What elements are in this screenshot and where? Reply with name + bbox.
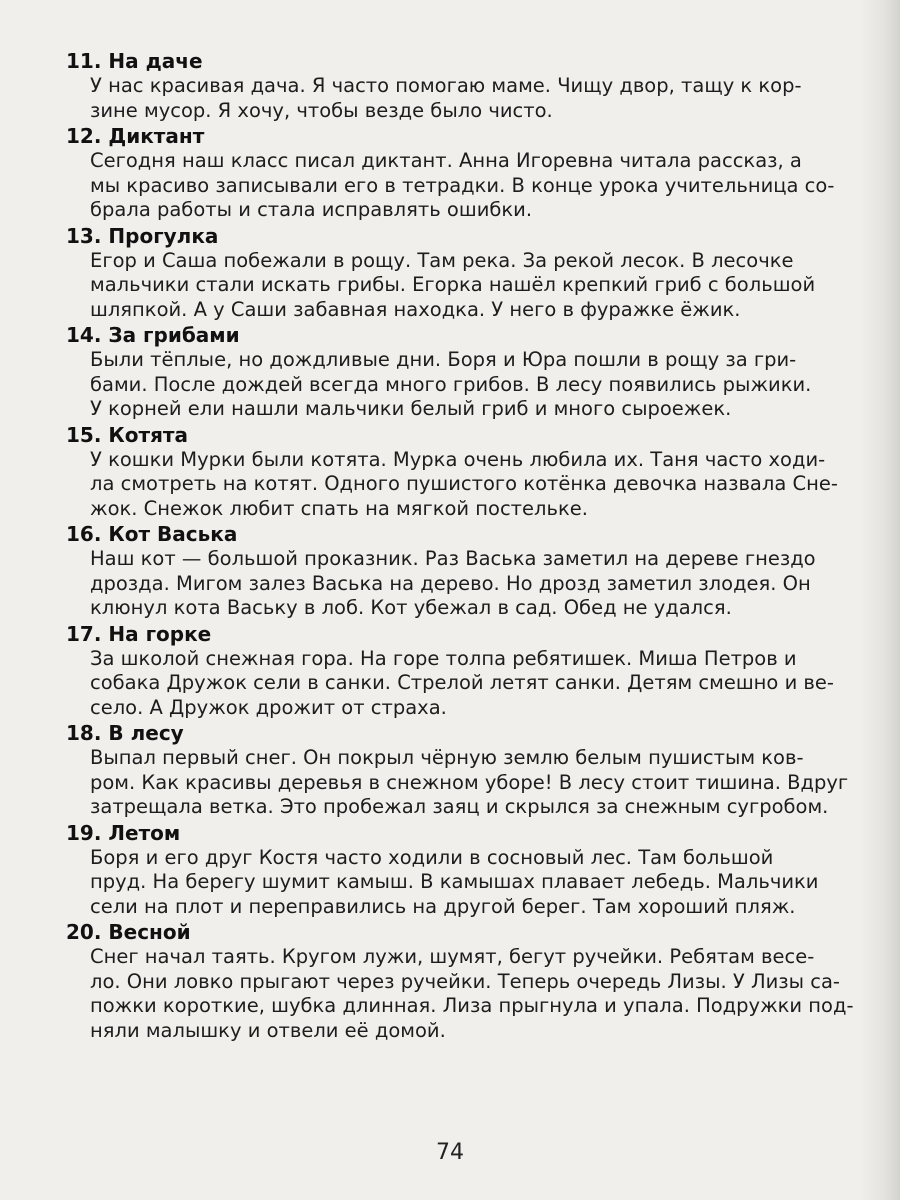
- section-16: [66, 521, 876, 621]
- section-text-line: бами. После дождей всегда много грибов. В лесу появились рыжики.: [90, 372, 812, 396]
- section-title: 16. Кот Васька: [66, 522, 238, 546]
- page-number: 74: [436, 1140, 464, 1165]
- section-15: [66, 422, 876, 522]
- section-text-line: няли малышку и отвели её домой.: [90, 1018, 446, 1042]
- section-text-line: село. А Дружок дрожит от страха.: [90, 695, 447, 719]
- section-text-line: зине мусор. Я хочу, чтобы везде было чисто.: [90, 98, 553, 122]
- section-text-line: собака Дружок сели в санки. Стрелой летят санки. Детям смешно и ве-: [90, 671, 834, 694]
- section-text-line: У корней ели нашли мальчики белый гриб и много сыроежек.: [90, 397, 732, 420]
- section-19: [66, 820, 876, 920]
- section-text-line: Выпал первый снег. Он покрыл чёрную землю белым пушистым ков-: [90, 746, 804, 769]
- dictations-list: [66, 48, 876, 1043]
- section-text-line: Егор и Саша побежали в рощу. Там река. За рекой лесок. В лесочке: [90, 248, 794, 272]
- section-text-line: У нас красивая дача. Я часто помогаю маме. Чищу двор, тащу к кор-: [90, 74, 802, 97]
- section-text-line: ром. Как красивы деревья в снежном уборе! В лесу стоит тишина. Вдруг: [90, 770, 849, 794]
- section-text-line: клюнул кота Ваську в лоб. Кот убежал в сад. Обед не удался.: [90, 596, 732, 619]
- section-11: [66, 48, 876, 123]
- section-text-line: пруд. На берегу шумит камыш. В камышах плавает лебедь. Мальчики: [90, 870, 819, 893]
- section-12: [66, 123, 876, 223]
- section-13: [66, 223, 876, 323]
- section-18: [66, 720, 876, 820]
- section-text-line: пожки короткие, шубка длинная. Лиза прыгнула и упала. Подружки под-: [90, 994, 854, 1017]
- section-text-line: брала работы и стала исправлять ошибки.: [90, 198, 533, 221]
- section-17: [66, 621, 876, 721]
- section-title: 20. Весной: [66, 920, 191, 944]
- section-text-line: ла смотреть на котят. Одного пушистого котёнка девочка назвала Сне-: [90, 472, 838, 495]
- section-14: [66, 322, 876, 422]
- section-title: 11. На даче: [66, 49, 203, 73]
- section-20: [66, 919, 876, 1043]
- section-title: 19. Летом: [66, 820, 181, 845]
- section-text-line: жок. Снежок любит спать на мягкой постельке.: [90, 496, 588, 520]
- section-text-line: затрещала ветка. Это пробежал заяц и скрылся за снежным сугробом.: [90, 795, 829, 818]
- section-text-line: Наш кот — большой проказник. Раз Васька заметил на дереве гнездо: [90, 547, 816, 570]
- section-title: 12. Диктант: [66, 124, 205, 148]
- section-title: 17. На горке: [66, 621, 212, 646]
- section-text-line: сели на плот и переправились на другой берег. Там хороший пляж.: [90, 894, 796, 918]
- section-text-line: У кошки Мурки были котята. Мурка очень любила их. Таня часто ходи-: [90, 447, 826, 471]
- section-title: 14. За грибами: [66, 323, 240, 347]
- section-title: 18. В лесу: [66, 721, 184, 745]
- section-text-line: Снег начал таять. Кругом лужи, шумят, бегут ручейки. Ребятам весе-: [90, 945, 815, 968]
- section-title: 13. Прогулка: [66, 223, 219, 248]
- section-text-line: Сегодня наш класс писал диктант. Анна Игоревна читала рассказ, а: [90, 149, 802, 172]
- section-text-line: Боря и его друг Костя часто ходили в сосновый лес. Там большой: [90, 845, 774, 869]
- section-text-line: ло. Они ловко прыгают через ручейки. Теперь очередь Лизы. У Лизы са-: [90, 969, 840, 993]
- section-text-line: За школой снежная гора. На горе толпа ребятишек. Миша Петров и: [90, 646, 797, 670]
- section-text-line: Были тёплые, но дождливые дни. Боря и Юра пошли в рощу за гри-: [90, 348, 797, 371]
- section-title: 15. Котята: [66, 422, 189, 447]
- section-text-line: дрозда. Мигом залез Васька на дерево. Но дрозд заметил злодея. Он: [90, 571, 811, 595]
- section-text-line: шляпкой. А у Саши забавная находка. У него в фуражке ёжик.: [90, 297, 741, 321]
- section-text-line: мы красиво записывали его в тетрадки. В конце урока учительница со-: [90, 173, 835, 197]
- section-text-line: мальчики стали искать грибы. Егорка нашёл крепкий гриб с большой: [90, 273, 816, 296]
